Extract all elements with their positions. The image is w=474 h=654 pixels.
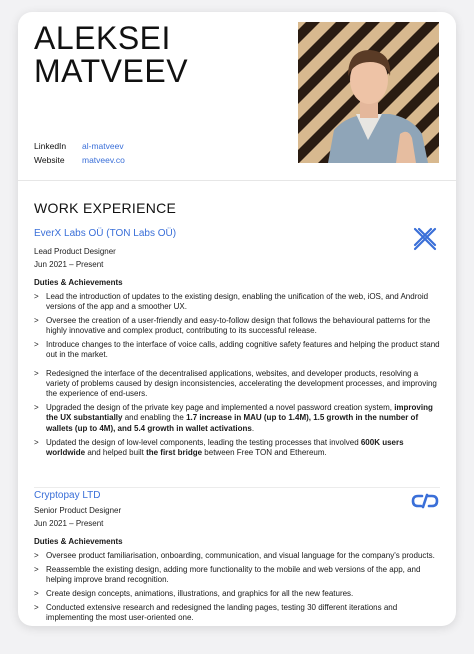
duties-title: Duties & Achievements <box>34 278 123 287</box>
contact-website <box>34 153 125 167</box>
company-name: EverX Labs OÜ (TON Labs OÜ) <box>34 228 177 239</box>
section-title: WORK EXPERIENCE <box>34 200 177 216</box>
job-entry <box>34 227 440 462</box>
resume-card <box>18 12 456 626</box>
duty-item: > Oversee product familiarisation, onboarding, communication, and visual language for the company's products. <box>34 551 440 561</box>
everx-logo-icon <box>412 226 438 257</box>
duty-item: > Conducted extensive research and redesigned the landing pages, testing 30 different iterations and implementing the most user-oriented one. <box>34 603 440 624</box>
job-role: Lead Product Designer <box>34 247 116 256</box>
duty-item: > Introduce changes to the interface of voice calls, adding cognitive safety features and helping the product stand out in the market. <box>34 340 440 361</box>
duty-item: > Upgraded the design of the private key page and implemented a novel password creation system, improving the UX substantially and enabling the 1.7 increase in MAU (up to 1.4M), 1.5 growth in the number of wallets (up to 4M), and 5.4 growth in wallet activations. <box>34 403 440 434</box>
contact-label: LinkedIn <box>34 141 67 151</box>
job-dates: Jun 2021 – Present <box>34 519 104 528</box>
candidate-name <box>34 22 188 88</box>
contact-list <box>34 139 125 167</box>
linkedin-link[interactable]: al-matveev <box>82 141 124 151</box>
contact-linkedin <box>34 139 125 153</box>
company-name: Cryptopay LTD <box>34 490 101 501</box>
job-dates: Jun 2021 – Present <box>34 260 104 269</box>
duties-title: Duties & Achievements <box>34 537 123 546</box>
duties-list <box>34 292 440 458</box>
contact-label: Website <box>34 155 65 165</box>
duty-item: > Redesigned the interface of the decentralised applications, websites, and developer products, resolving a variety of problems caused by design inconsistencies, accelerating the development processes, and improving the experience of end-users. <box>34 369 440 400</box>
duty-item: > Updated the design of low-level components, leading the testing processes that involved 600K users worldwide and helped built the first bridge between Free TON and Ethereum. <box>34 438 440 459</box>
first-name: ALEKSEI <box>34 20 171 56</box>
last-name: MATVEEV <box>34 53 189 89</box>
website-link[interactable]: matveev.co <box>82 155 125 165</box>
job-role: Senior Product Designer <box>34 506 122 515</box>
duties-list <box>34 551 440 623</box>
job-entry <box>34 489 440 626</box>
header-divider <box>18 180 456 181</box>
duty-item: > Oversee the creation of a user-friendly and easy-to-follow design that follows the behavioural patterns for the highly innovative and complex product, contributing to its successful release. <box>34 316 440 337</box>
duty-item: > Lead the introduction of updates to the existing design, enabling the unification of the web, iOS, and Android versions of the app and a smoother UX. <box>34 292 440 313</box>
profile-photo <box>298 22 439 163</box>
duty-item: > Reassemble the existing design, adding more functionality to the mobile and web versions of the app, and helping improve brand recognition. <box>34 565 440 586</box>
cryptopay-logo-icon <box>411 492 439 515</box>
job-separator <box>34 487 440 488</box>
duty-item: > Create design concepts, animations, illustrations, and graphics for all the new features. <box>34 589 440 599</box>
